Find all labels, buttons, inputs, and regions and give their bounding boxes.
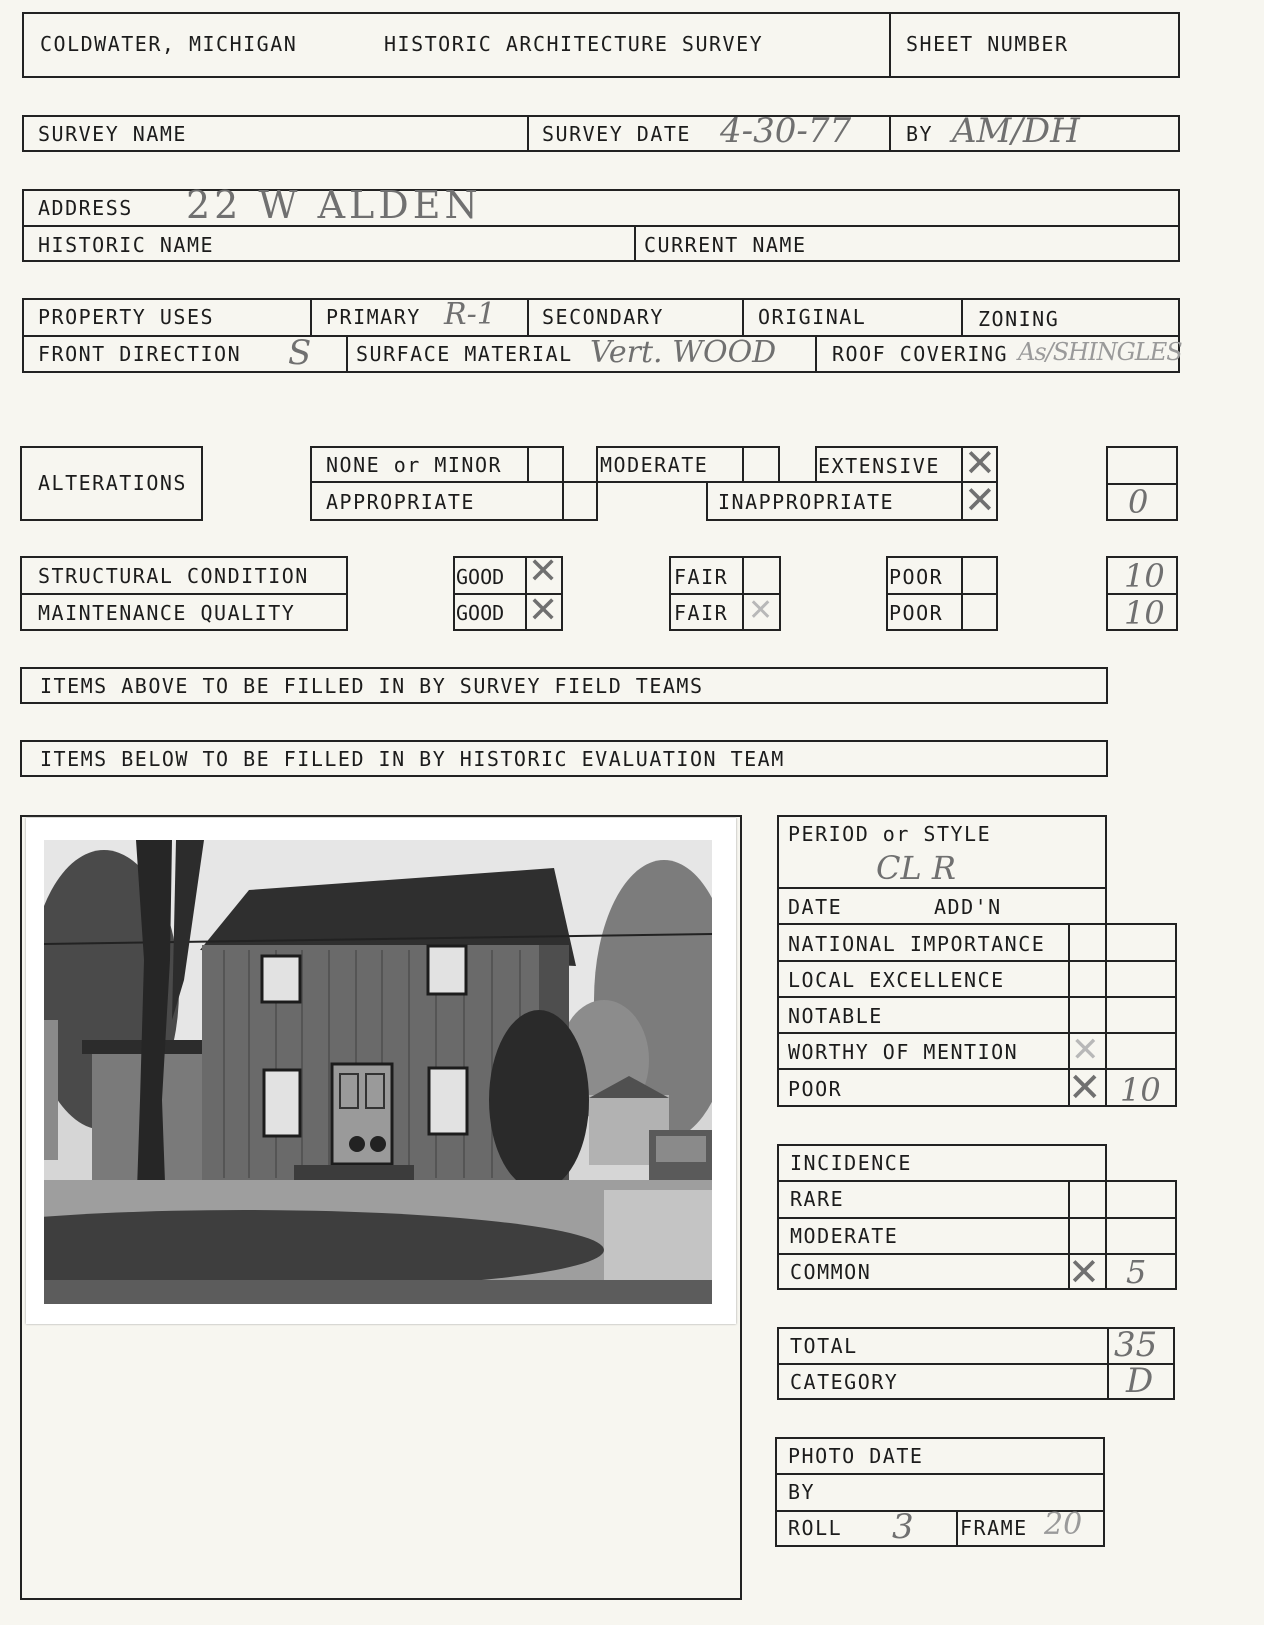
roll-label: ROLL <box>788 1516 843 1540</box>
structural-good-label: GOOD <box>456 565 505 589</box>
structural-good-check-mark: ✕ <box>528 551 559 592</box>
faint-mark: ✕ <box>1071 1030 1100 1070</box>
notable-label: NOTABLE <box>788 1004 883 1028</box>
maintenance-poor-label: POOR <box>889 601 944 625</box>
category-value: D <box>1126 1361 1154 1401</box>
survey-by-value: AM/DH <box>952 111 1080 151</box>
current-name-label: CURRENT NAME <box>644 233 807 257</box>
historic-name-label: HISTORIC NAME <box>38 233 215 257</box>
secondary-label: SECONDARY <box>542 305 664 329</box>
incidence-moderate-label: MODERATE <box>790 1224 899 1248</box>
appropriate-label: APPROPRIATE <box>326 490 475 514</box>
roll-value: 3 <box>892 1507 914 1547</box>
incidence-label: INCIDENCE <box>790 1151 912 1175</box>
poor-rating-label: POOR <box>788 1077 843 1101</box>
inappropriate-label: INAPPROPRIATE <box>718 490 895 514</box>
maintenance-good-check-mark: ✕ <box>528 590 559 631</box>
maintenance-quality-label: MAINTENANCE QUALITY <box>38 601 296 625</box>
field-teams-note: ITEMS ABOVE TO BE FILLED IN BY SURVEY FIELD TEAMS <box>40 674 704 698</box>
faint-mark: ✕ <box>748 593 774 628</box>
original-label: ORIGINAL <box>758 305 867 329</box>
category-label: CATEGORY <box>790 1370 899 1394</box>
surface-material-value: Vert. WOOD <box>590 335 777 370</box>
rare-label: RARE <box>790 1187 845 1211</box>
extensive-check-mark: ✕ <box>964 441 996 485</box>
roof-covering-label: ROOF COVERING <box>832 342 1009 366</box>
property-uses-label: PROPERTY USES <box>38 305 215 329</box>
photo-by-label: BY <box>788 1480 816 1504</box>
frame-label: FRAME <box>960 1516 1028 1540</box>
worthy-of-mention-label: WORTHY OF MENTION <box>788 1040 1019 1064</box>
none-minor-label: NONE or MINOR <box>326 453 503 477</box>
addn-label: ADD'N <box>934 895 1002 919</box>
extensive-label: EXTENSIVE <box>818 454 940 478</box>
maintenance-fair-label: FAIR <box>674 601 729 625</box>
address-label: ADDRESS <box>38 196 133 220</box>
form-title: HISTORIC ARCHITECTURE SURVEY <box>384 32 764 56</box>
roof-covering-value: As/SHINGLES <box>1018 338 1182 366</box>
survey-by-label: BY <box>906 122 934 146</box>
photo-date-label: PHOTO DATE <box>788 1444 924 1468</box>
front-direction-value: S <box>288 333 312 373</box>
zoning-label: ZONING <box>978 307 1060 331</box>
primary-value: R-1 <box>444 297 496 332</box>
maintenance-good-label: GOOD <box>456 601 505 625</box>
alterations-score: 0 <box>1128 483 1149 521</box>
structural-poor-label: POOR <box>889 565 944 589</box>
poor-rating-score: 10 <box>1120 1071 1161 1109</box>
surface-material-label: SURFACE MATERIAL <box>356 342 573 366</box>
common-label: COMMON <box>790 1260 872 1284</box>
local-excellence-label: LOCAL EXCELLENCE <box>788 968 1005 992</box>
date-label: DATE <box>788 895 843 919</box>
structural-score: 10 <box>1124 557 1165 595</box>
period-style-label: PERIOD or STYLE <box>788 822 992 846</box>
front-direction-label: FRONT DIRECTION <box>38 342 242 366</box>
sheet-number-label: SHEET NUMBER <box>906 32 1069 56</box>
frame-value: 20 <box>1044 1507 1083 1542</box>
common-check-mark: ✕ <box>1068 1250 1100 1294</box>
alterations-label: ALTERATIONS <box>38 471 187 495</box>
moderate-label: MODERATE <box>600 453 709 477</box>
total-value: 35 <box>1114 1325 1158 1365</box>
survey-date-label: SURVEY DATE <box>542 122 691 146</box>
house-photo <box>44 840 712 1304</box>
period-style-value: CL R <box>876 849 956 887</box>
national-importance-label: NATIONAL IMPORTANCE <box>788 932 1046 956</box>
survey-name-label: SURVEY NAME <box>38 122 187 146</box>
address-value: 22 W ALDEN <box>186 183 482 227</box>
structural-condition-label: STRUCTURAL CONDITION <box>38 564 309 588</box>
structural-fair-label: FAIR <box>674 565 729 589</box>
common-score: 5 <box>1126 1253 1147 1291</box>
survey-date-value: 4-30-77 <box>720 111 852 151</box>
maintenance-score: 10 <box>1124 594 1165 632</box>
primary-label: PRIMARY <box>326 305 421 329</box>
poor-rating-check-mark: ✕ <box>1068 1065 1102 1111</box>
inappropriate-check-mark: ✕ <box>964 478 996 522</box>
total-label: TOTAL <box>790 1334 858 1358</box>
location-label: COLDWATER, MICHIGAN <box>40 32 298 56</box>
evaluation-team-note: ITEMS BELOW TO BE FILLED IN BY HISTORIC EVALUATION TEAM <box>40 747 785 771</box>
